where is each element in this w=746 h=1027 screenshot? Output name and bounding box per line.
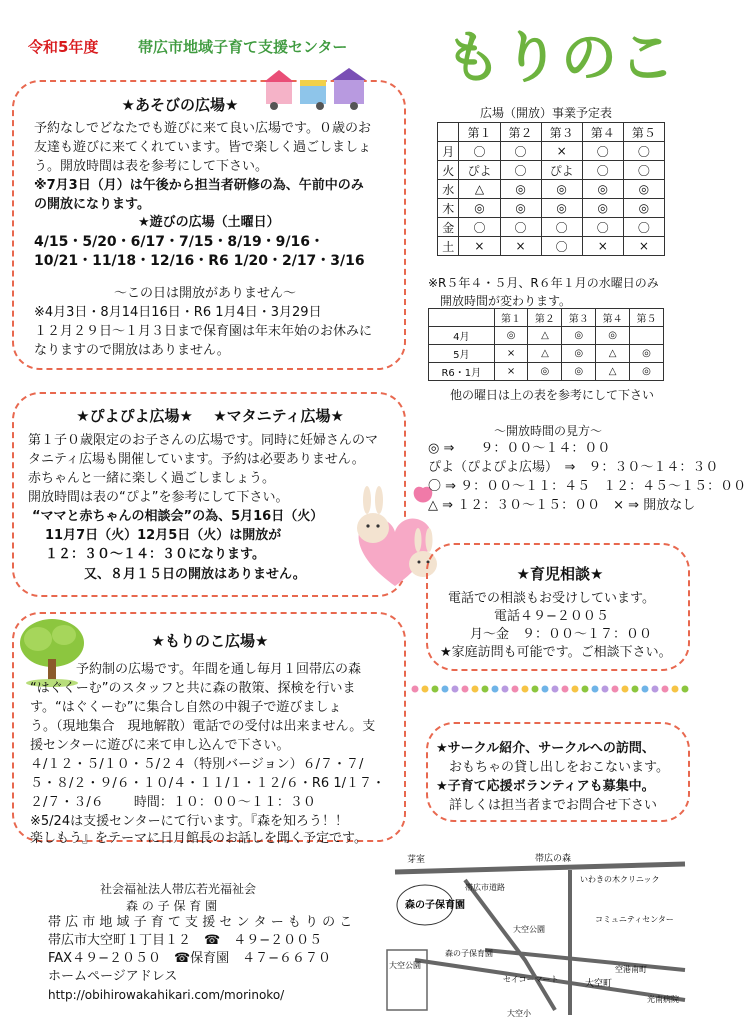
footer-line-5: FAX４９−２０５０ ☎保育園 ４７−６６７０ <box>48 951 332 966</box>
wed-note-2: 開放時間が変わります。 <box>428 294 572 308</box>
map-label-2: 帯広の森 <box>535 854 572 864</box>
morinoko-line-3: す。“はぐくーむ”に集合し自然の中親子で遊びましょ <box>30 700 342 715</box>
flower-dot <box>542 686 549 693</box>
wed-cell: 第４ <box>596 309 630 327</box>
wed-cell: R6・1月 <box>429 363 495 381</box>
schedule-cell: 〇 <box>623 142 664 161</box>
schedule-cell: ◎ <box>500 199 541 218</box>
wed-header-row <box>429 309 664 327</box>
wed-cell: ◎ <box>630 363 664 381</box>
piyo-line-3: 赤ちゃんと一緒に楽しく過ごしましょう。 <box>28 471 276 486</box>
schedule-cell: 〇 <box>582 218 623 237</box>
flower-dot <box>522 686 529 693</box>
table-row <box>438 180 665 199</box>
piyo-line-7: １２：３０〜１４：３０になります。 <box>32 547 265 562</box>
center-name: 帯広市地域子育て支援センター <box>138 38 348 56</box>
wed-cell: △ <box>596 345 630 363</box>
piyo-line-6: 11月7日（火）12月5日（火）は開放が <box>32 528 282 543</box>
asobi-closed-3: なりますので開放はありません。 <box>34 343 230 358</box>
schedule-cell: 月 <box>438 142 459 161</box>
wed-cell: 4月 <box>429 327 495 345</box>
schedule-cell: 第４ <box>582 123 623 142</box>
schedule-table <box>437 122 665 256</box>
wed-cell: △ <box>528 345 562 363</box>
morinoko-line-8: ２/７・３/６ 時間：１０：００〜１１：３０ <box>30 795 316 810</box>
asobi-closed-title: 〜この日は開放がありません〜 <box>114 286 297 301</box>
schedule-cell: ぴよ <box>541 161 582 180</box>
map-label-11: セイコーマート <box>503 975 559 984</box>
morinoko-line-1: 予約制の広場です。年間を通し毎月１回帯広の森 <box>76 662 361 677</box>
morinoko-line-2: “はぐくーむ”のスタッフと共に森の散策、探検を行いま <box>30 681 356 696</box>
hours-title: 〜開放時間の見方〜 <box>494 424 603 438</box>
schedule-cell: 〇 <box>623 161 664 180</box>
wed-cell: ◎ <box>562 327 596 345</box>
flower-dot <box>622 686 629 693</box>
map-label-1: 芽室 <box>407 855 426 865</box>
flower-dot <box>432 686 439 693</box>
schedule-cell: ◎ <box>623 199 664 218</box>
wed-cell: 第３ <box>562 309 596 327</box>
schedule-cell: 〇 <box>582 161 623 180</box>
footer-line-2: 森 の 子 保 育 園 <box>126 899 218 913</box>
asobi-line-2: 友達も遊びに来てくれています。皆で楽しく過ごしましょ <box>34 140 371 155</box>
footer-line-3: 帯 広 市 地 域 子 育 て 支 援 セ ン タ ー も り の こ <box>48 915 353 930</box>
table-row <box>429 345 664 363</box>
flower-dot <box>472 686 479 693</box>
morinoko-line-4: う。（現地集合 現地解散）電話での受付は出来ません。支 <box>30 719 376 734</box>
map-label-13: 光南病院 <box>647 995 679 1004</box>
flower-dot <box>442 686 449 693</box>
wed-cell <box>630 327 664 345</box>
schedule-cell: ◎ <box>582 199 623 218</box>
flower-dot <box>672 686 679 693</box>
circle-line-4: 詳しくは担当者までお問合せ下さい <box>436 798 658 813</box>
wed-cell: ◎ <box>494 327 528 345</box>
morinoko-line-10: 楽しもう』をテーマに日月館長のお話しを聞く予定です。 <box>30 831 367 846</box>
schedule-cell: △ <box>459 180 500 199</box>
schedule-cell: 第１ <box>459 123 500 142</box>
circle-line-1: ★サークル紹介、サークルへの訪問、 <box>436 741 655 756</box>
footer-line-4: 帯広市大空町１丁目１２ ☎ ４９−２００５ <box>48 933 323 948</box>
schedule-cell: 〇 <box>541 237 582 256</box>
flower-dot <box>482 686 489 693</box>
asobi-line-5: の開放になります。 <box>34 197 150 212</box>
year-label: 令和5年度 <box>28 38 99 56</box>
wed-cell: ◎ <box>562 363 596 381</box>
flower-dot <box>492 686 499 693</box>
schedule-cell: ぴよ <box>459 161 500 180</box>
map-label-9: 空港南町 <box>615 965 647 974</box>
schedule-title: 広場（開放）事業予定表 <box>480 106 613 120</box>
schedule-cell: 〇 <box>500 218 541 237</box>
flower-border <box>410 684 690 696</box>
wed-cell: △ <box>596 363 630 381</box>
table-row <box>438 218 665 237</box>
asobi-title: ★あそびの広場★ <box>121 96 239 114</box>
schedule-cell: 〇 <box>500 142 541 161</box>
schedule-header-row <box>438 123 665 142</box>
morinoko-line-5: 援センターに遊びに来て申し込んで下さい。 <box>30 738 290 753</box>
wed-cell: ◎ <box>528 363 562 381</box>
asobi-line-1: 予約なしでどなたでも遊びに来て良い広場です。０歳のお <box>34 121 371 136</box>
consult-line-1: 電話での相談もお受けしています。 <box>448 591 655 606</box>
consult-line-2: 電話４９−２００５ <box>494 609 609 624</box>
piyo-line-5: “ママと赤ちゃんの相談会”の為、5月16日（火） <box>32 509 324 524</box>
wed-cell: 5月 <box>429 345 495 363</box>
flower-dot <box>642 686 649 693</box>
map-label-12: 大空町 <box>585 979 613 989</box>
flower-dot <box>552 686 559 693</box>
map-label-7: 森の子保育園 <box>445 949 493 958</box>
map-label-14: 大空小 <box>507 1009 531 1018</box>
schedule-cell: 第３ <box>541 123 582 142</box>
flower-dot <box>512 686 519 693</box>
piyo-line-4: 開放時間は表の“ぴよ”を参考にして下さい。 <box>28 490 289 505</box>
flower-dot <box>682 686 689 693</box>
circle-line-2: おもちゃの貸し出しをおこないます。 <box>436 760 669 775</box>
map-label-3: いわきの木クリニック <box>580 875 660 884</box>
schedule-cell: ◎ <box>541 199 582 218</box>
table-row <box>438 142 665 161</box>
schedule-cell: 〇 <box>541 218 582 237</box>
schedule-cell: × <box>541 142 582 161</box>
schedule-cell: 第５ <box>623 123 664 142</box>
flower-dot <box>652 686 659 693</box>
morinoko-line-6: ４/１２・５/１０・５/２４（特別バージョン）６/７・７/ <box>30 757 364 772</box>
schedule-cell: 水 <box>438 180 459 199</box>
asobi-dates-2: 10/21・11/18・12/16・R6 1/20・2/17・3/16 <box>34 253 365 269</box>
schedule-cell: 〇 <box>459 218 500 237</box>
schedule-cell: 金 <box>438 218 459 237</box>
asobi-line-4: ※7月3日（月）は午後から担当者研修の為、午前中のみ <box>34 178 364 193</box>
flower-dot <box>562 686 569 693</box>
schedule-cell: 火 <box>438 161 459 180</box>
schedule-cell: × <box>582 237 623 256</box>
asobi-subtitle: ★遊びの広場（土曜日） <box>138 215 280 230</box>
circle-line-3: ★子育て応援ボランティアも募集中。 <box>436 779 655 794</box>
schedule-cell: 木 <box>438 199 459 218</box>
wed-cell: × <box>494 363 528 381</box>
table-row <box>438 161 665 180</box>
consult-line-3: 月〜金 ９：００〜１７：００ <box>470 627 653 642</box>
schedule-cell: × <box>500 237 541 256</box>
map-label-4: 森の子保育園 <box>405 900 465 911</box>
schedule-cell: ◎ <box>500 180 541 199</box>
flower-dot <box>462 686 469 693</box>
map-label-8: 大空公園 <box>513 925 545 934</box>
hours-line-3: 〇 ⇒ ９：００〜１１：４５ １２：４５〜１５：００ <box>428 479 746 494</box>
flower-dot <box>422 686 429 693</box>
morinoko-line-9: ※5/24は支援センターにて行います。『森を知ろう！！ <box>30 814 349 829</box>
asobi-closed-2: １２月２９日〜１月３日まで保育園は年末年始のお休みに <box>34 324 373 339</box>
hours-line-1: ◎ ⇒ ９：００〜１４：００ <box>428 441 611 456</box>
schedule-cell: 〇 <box>500 161 541 180</box>
flower-dot <box>572 686 579 693</box>
consult-line-4: ★家庭訪問も可能です。ご相談下さい。 <box>440 645 672 660</box>
schedule-cell: 第２ <box>500 123 541 142</box>
piyo-title: ★ぴよぴよ広場★ ★マタニティ広場★ <box>76 407 344 425</box>
schedule-cell <box>438 123 459 142</box>
map-label-6: 帯広市道路 <box>465 883 505 892</box>
flower-dot <box>412 686 419 693</box>
wed-cell: 第２ <box>528 309 562 327</box>
wed-cell: △ <box>528 327 562 345</box>
flower-dot <box>452 686 459 693</box>
flower-dot <box>502 686 509 693</box>
table-row <box>438 237 665 256</box>
flower-dot <box>632 686 639 693</box>
asobi-dates-1: 4/15・5/20・6/17・7/15・8/19・9/16・ <box>34 234 325 250</box>
wed-cell: × <box>494 345 528 363</box>
flower-dot <box>662 686 669 693</box>
footer-line-7: http://obihirowakahikari.com/morinoko/ <box>48 988 285 1002</box>
wed-cell <box>429 309 495 327</box>
access-map <box>385 850 690 1020</box>
schedule-cell: 〇 <box>623 218 664 237</box>
morinoko-title: ★もりのこ広場★ <box>151 632 269 650</box>
flower-dot <box>612 686 619 693</box>
wednesday-table <box>428 308 664 381</box>
map-label-5: コミュニティセンター <box>595 915 674 924</box>
piyo-line-8: 又、８月１５日の開放はありません。 <box>32 567 306 582</box>
flower-dot <box>532 686 539 693</box>
schedule-cell: × <box>623 237 664 256</box>
wed-cell: 第１ <box>494 309 528 327</box>
wed-cell: ◎ <box>630 345 664 363</box>
piyo-line-1: 第１子０歳限定のお子さんの広場です。同時に妊婦さんのマ <box>28 433 378 448</box>
footer-line-1: 社会福祉法人帯広若光福祉会 <box>100 882 257 896</box>
flower-dot <box>582 686 589 693</box>
table-row <box>429 327 664 345</box>
morinoko-line-7: ５・８/２・９/６・１０/４・１１/１・１２/６・R6 1/１７・ <box>30 776 385 791</box>
schedule-cell: ◎ <box>582 180 623 199</box>
schedule-cell: ◎ <box>541 180 582 199</box>
schedule-cell: ◎ <box>459 199 500 218</box>
consult-title: ★育児相談★ <box>516 565 604 583</box>
wed-table-footer: 他の曜日は上の表を参考にして下さい <box>450 388 655 402</box>
schedule-cell: 〇 <box>582 142 623 161</box>
map-label-10: 大空公園 <box>389 961 421 970</box>
wed-cell: ◎ <box>562 345 596 363</box>
schedule-cell: 土 <box>438 237 459 256</box>
footer-line-6: ホームページアドレス <box>48 969 178 984</box>
wed-cell: 第５ <box>630 309 664 327</box>
schedule-cell: × <box>459 237 500 256</box>
asobi-closed-1: ※4月3日・8月14日16日・R6 1月4日・3月29日 <box>34 305 322 320</box>
hours-line-2: ぴよ（ぴよぴよ広場） ⇒ ９：３０〜１４：３０ <box>428 460 719 475</box>
wed-note-1: ※R５年４・５月、R６年１月の水曜日のみ <box>428 276 659 290</box>
flower-dot <box>602 686 609 693</box>
hours-line-4: △ ⇒ １２：３０〜１５：００ × ⇒ 開放なし <box>428 498 696 513</box>
table-row <box>438 199 665 218</box>
logo: もりのこ <box>445 26 677 91</box>
table-row <box>429 363 664 381</box>
piyo-line-2: タニティ広場も開催しています。予約は必要ありません。 <box>28 452 365 467</box>
schedule-cell: 〇 <box>459 142 500 161</box>
flower-dot <box>592 686 599 693</box>
wed-cell: ◎ <box>596 327 630 345</box>
asobi-line-3: う。開放時間は表を参考にして下さい。 <box>34 159 269 174</box>
schedule-cell: ◎ <box>623 180 664 199</box>
